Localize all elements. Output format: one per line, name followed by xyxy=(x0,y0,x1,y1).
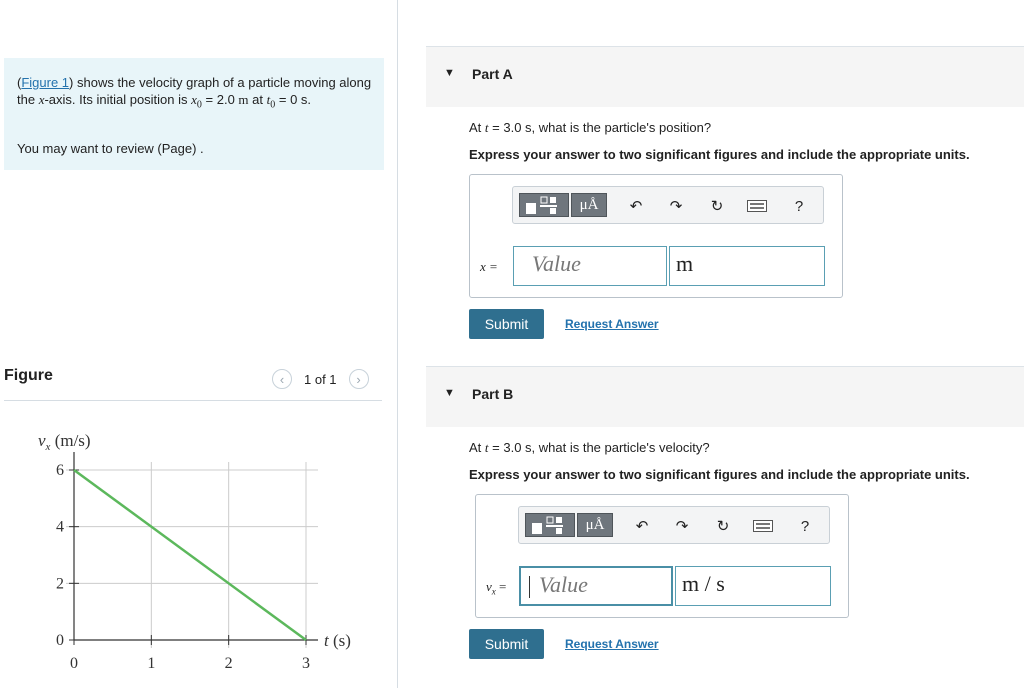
part-b-question: At t = 3.0 s, what is the particle's velocity? xyxy=(469,440,710,455)
help-icon[interactable]: ? xyxy=(794,197,804,215)
y-axis-label: $v_x$ (m/s) xyxy=(38,431,91,453)
part-a-unit-input[interactable]: m xyxy=(669,246,825,286)
x-tick-label: 3 xyxy=(302,655,310,672)
part-a-title: Part A xyxy=(472,66,513,82)
fraction-template-icon xyxy=(530,516,570,534)
caret-down-icon: ▼ xyxy=(444,67,455,79)
problem-intro xyxy=(4,58,384,170)
x-axis-label: t (s) xyxy=(324,631,351,650)
text-cursor xyxy=(529,576,530,598)
page-count: 1 of 1 xyxy=(304,371,337,387)
units-button[interactable]: μÅ xyxy=(577,513,613,537)
keyboard-icon[interactable] xyxy=(752,515,774,537)
help-icon[interactable]: ? xyxy=(800,517,810,535)
x-tick-label: 1 xyxy=(147,655,156,672)
part-b-value-input[interactable]: Value xyxy=(519,566,673,606)
part-a-question: At t = 3.0 s, what is the particle's position? xyxy=(469,120,712,135)
part-a-answer-box xyxy=(469,174,843,298)
math-toolbar xyxy=(512,186,824,224)
part-a-value-input[interactable]: Value xyxy=(513,246,667,286)
part-b-request-answer-link[interactable]: Request Answer xyxy=(565,637,659,651)
fraction-template-button[interactable] xyxy=(525,513,575,537)
review-note: You may want to review (Page) . xyxy=(17,141,204,156)
x-tick-label: 2 xyxy=(224,655,233,672)
figure-divider xyxy=(4,400,382,401)
keyboard-icon[interactable] xyxy=(746,195,768,217)
undo-icon[interactable]: ↶ xyxy=(635,518,649,535)
y-tick-label: 6 xyxy=(56,462,64,479)
redo-icon[interactable]: ↷ xyxy=(675,518,689,535)
reset-icon[interactable]: ↻ xyxy=(710,198,724,215)
fraction-template-button[interactable] xyxy=(519,193,569,217)
part-a-variable-label: x = xyxy=(480,259,498,274)
part-b-header[interactable] xyxy=(426,366,1024,427)
part-b-answer-box xyxy=(475,494,849,618)
part-b-unit-input[interactable]: m / s xyxy=(675,566,831,606)
redo-icon[interactable]: ↷ xyxy=(669,198,683,215)
velocity-line xyxy=(74,470,306,640)
part-a-request-answer-link[interactable]: Request Answer xyxy=(565,317,659,331)
units-button[interactable]: μÅ xyxy=(571,193,607,217)
y-tick-label: 0 xyxy=(56,632,64,649)
left-panel xyxy=(0,0,398,688)
caret-down-icon: ▼ xyxy=(444,387,455,399)
part-a-submit-button[interactable]: Submit xyxy=(469,309,544,339)
y-tick-label: 4 xyxy=(56,518,64,536)
part-b-submit-button[interactable]: Submit xyxy=(469,629,544,659)
right-panel xyxy=(426,0,1024,688)
reset-icon[interactable]: ↻ xyxy=(716,518,730,535)
part-a-header[interactable] xyxy=(426,46,1024,107)
figure-title: Figure xyxy=(4,367,53,384)
part-b-variable-label: $v_x$ = xyxy=(486,579,507,597)
velocity-chart xyxy=(0,410,390,688)
part-b-title: Part B xyxy=(472,386,514,402)
y-tick-label: 2 xyxy=(56,575,64,593)
problem-statement: (Figure 1) shows the velocity graph of a particle moving along the x-axis. Its initial position is $x_0 = 2.0$ m at $t_0 = 0$ s. xyxy=(17,75,372,111)
chevron-right-icon[interactable]: › xyxy=(349,369,369,389)
figure-link[interactable]: Figure 1 xyxy=(21,75,70,90)
x-tick-label: 0 xyxy=(70,655,78,672)
part-a-instruction: Express your answer to two significant figures and include the appropriate units. xyxy=(469,147,970,162)
math-toolbar xyxy=(518,506,830,544)
fraction-template-icon xyxy=(524,196,564,214)
part-b-instruction: Express your answer to two significant figures and include the appropriate units. xyxy=(469,467,970,482)
undo-icon[interactable]: ↶ xyxy=(629,198,643,215)
chevron-left-icon[interactable]: ‹ xyxy=(272,369,292,389)
figure-pager xyxy=(272,368,369,390)
